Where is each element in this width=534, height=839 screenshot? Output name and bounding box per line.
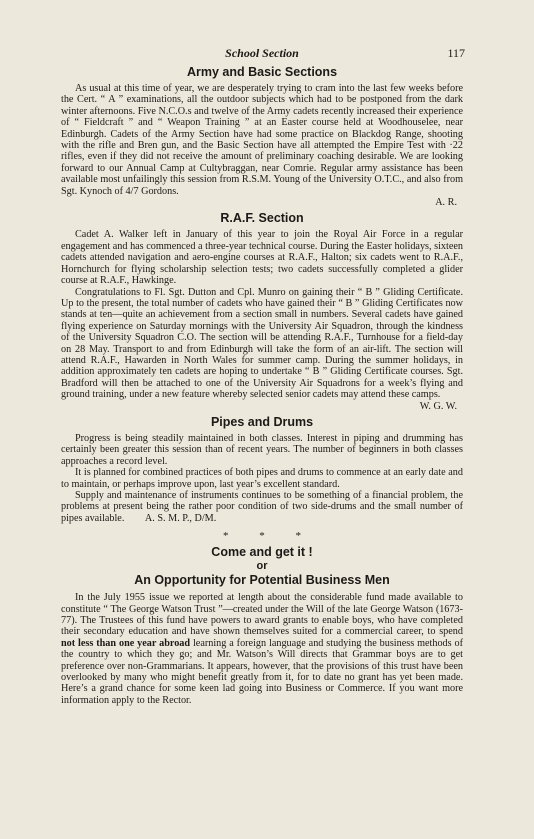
army-basic-signature: A. R.: [435, 197, 457, 209]
section-divider: * * *: [223, 530, 315, 543]
raf-section: [61, 211, 463, 412]
business-opportunity-section: [61, 545, 463, 706]
pipes-drums-heading: Pipes and Drums: [210, 414, 314, 429]
opportunity-bold-phrase: not less than one year abroad: [61, 637, 191, 649]
opportunity-paragraph: [61, 592, 463, 706]
army-basic-section: [61, 65, 463, 208]
pipes-drums-section: [61, 415, 463, 524]
opportunity-text-2: learning a foreign language and studying the business methods of the country to which they go; and Mr. Watson’s Will directs that Grammar boys are to get preference over non-Grammarians. It appears, however, that the provisions of this trust have been overlooked by many who might benefit greatly from it, for to date no grant has yet been made. Here’s a grand chance for some keen lad going into Business or Commerce. If you want more information apply to the Rector.: [61, 637, 463, 706]
pipes-drums-paragraph-3: [61, 490, 463, 524]
pipes-drums-paragraph-1: Progress is being steadily maintained in both classes. Interest in piping and drumming has certainly been greater this session than of recent years. The number of beginners in both classes approaches a record level.: [61, 432, 463, 467]
running-title: School Section: [225, 46, 299, 60]
opportunity-text-1: In the July 1955 issue we reported at length about the considerable fund made available to constitute “ The George Watson Trust ”—created under the Will of the late George Watson (1673-77). The Trustees of this fund have powers to award grants to enable boys, who have completed their secondary education and have shown themselves suited for a commercial career, to spend: [61, 592, 463, 638]
army-basic-paragraph: As usual at this time of year, we are desperately trying to cram into the last few weeks before the Cert. “ A ” examinations, all the outdoor subjects which had to be postponed from the dark winter afternoons. Five N.C.O.s and twelve of the Army cadets recently increased their experience of “ Fieldcraft ” and “ Weapon Training ” at an Easter course held at Woodhouselee, near Edinburgh. Cadets of the Army Section have had some practice on Blackdog Range, shooting with the rifle and Bren gun, and the Basic Section have all attempted the Empire Test with ·22 rifles, even if they did not receive the amount of preliminary coaching desirable. We are looking forward to our Annual Camp at Cultybraggan, near Comrie. Regular army assistance has been available most unfailingly this session from R.S.M. Young of the University O.T.C., and also from Sgt. Kynoch of 4/7 Gordons.: [61, 83, 463, 197]
army-basic-heading: Army and Basic Sections: [186, 65, 338, 79]
opportunity-subheading: An Opportunity for Potential Business Men: [134, 573, 390, 588]
pipes-drums-paragraph-2: It is planned for combined practices of both pipes and drums to commence at an early date and to maintain, or perhaps improve upon, last year’s excellent standard.: [61, 467, 463, 490]
opportunity-or: or: [256, 560, 268, 573]
raf-paragraph-1: Cadet A. Walker left in January of this year to join the Royal Air Force in a regular engagement and has commenced a three-year technical course. During the Easter holidays, sixteen cadets attended navigation and aero-engine courses at R.A.F., Halton; six cadets went to R.A.F., Hornchurch for flying scholarship selection tests; two cadets successfully completed a glider course at R.A.F., Hawkinge.: [61, 229, 463, 287]
opportunity-heading: Come and get it !: [211, 545, 313, 560]
raf-signature: W. G. W.: [419, 400, 457, 412]
pipes-drums-paragraph-3-text: Supply and maintenance of instruments continues to be something of a financial problem, the problems at present being the rather poor condition of two side-drums and the small number of pipes available.: [61, 490, 463, 524]
running-header: [61, 46, 463, 60]
pipes-drums-signature: A. S. M. P., D/M.: [144, 512, 217, 524]
page-number: 117: [447, 46, 465, 60]
raf-heading: R.A.F. Section: [220, 211, 304, 226]
raf-paragraph-2: Congratulations to Fl. Sgt. Dutton and Cpl. Munro on gaining their “ B ” Gliding Certificate. Up to the present, the total number of cadets who have gained their “ B ” Gliding Certificates now stands at ten—quite an achievement from a section small in numbers. Several cadets have gained flying experience on Saturday mornings with the University Air Squadron, through the kindness of the University Squadron C.O. The section will be attending R.A.F., Turnhouse for a field-day on 28 May. Transport to and from Edinburgh will take the form of an air-lift. The section will attend R.A.F., Hawarden in North Wales for summer camp. During the summer holidays, in addition approximately ten cadets are hoping to undertake “ B ” Gliding Certificate courses. Sgt. Bradford will then be attached to one of the University Air Squadrons for a week’s flying and ground training, under a new feature whereby selected senior cadets may attend these camps.: [61, 286, 463, 401]
